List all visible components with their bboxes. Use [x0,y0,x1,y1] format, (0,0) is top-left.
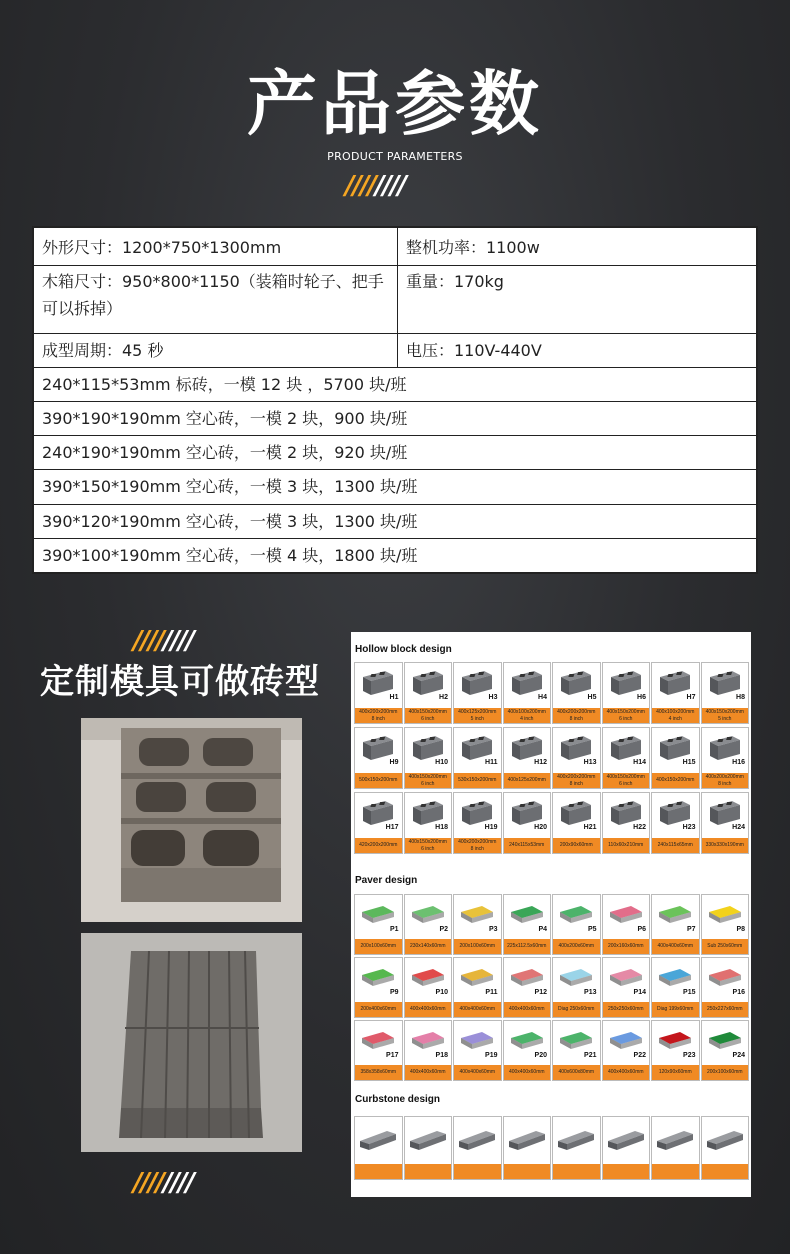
mold-shape-icon [654,1125,696,1153]
spec-output-row: 390*150*190mm 空心砖，一模 3 块，1300 块/班 [42,477,418,496]
mold-dimension [405,1164,452,1179]
mold-tile [651,727,700,789]
mold-shape-icon [409,1026,447,1054]
mold-dimension: 400x150x200mm 6 inch [603,708,650,723]
slash-divider: //////// [345,171,405,201]
mold-tile [453,1020,502,1081]
mold-dimension: 400x150x200mm 5 inch [702,708,749,723]
mold-shape-icon [555,1125,597,1153]
mold-code: H22 [633,824,646,831]
mold-shape-icon [508,732,546,762]
mold-tile [552,1020,601,1081]
mold-dimension: 400x150x200mm 6 inch [405,708,452,723]
spec-row [34,402,756,436]
mold-dimension: 400x150x200mm 6 inch [405,838,452,853]
mold-tile [354,957,403,1018]
mold-dimension: 400x200x200mm 8 inch [553,708,600,723]
mold-tile [651,792,700,854]
mold-tile [503,894,552,955]
mold-catalog [351,632,751,1197]
mold-dimension: 250x227x60mm [702,1002,749,1017]
mold-code: H24 [732,824,745,831]
mold-shape-icon [656,1026,694,1054]
spec-row [34,505,756,539]
mold-code: P22 [633,1052,646,1059]
mold-code: H10 [435,759,448,766]
mold-dimension: 230x140x60mm [405,939,452,954]
mold-dimension: 200x100x60mm [355,939,402,954]
mold-tile [503,1116,552,1180]
mold-code: H19 [484,824,498,831]
mold-code: P14 [633,989,646,996]
spec-row [34,539,756,574]
mold-shape-icon [409,797,447,827]
mold-shape-icon [357,1125,399,1153]
mold-tile [602,1020,651,1081]
mold-dimension: 420x200x200mm [355,838,402,853]
mold-shape-icon [704,1125,746,1153]
spec-cell-cycle: 成型周期：45 秒 [34,334,398,367]
spec-row [34,266,756,334]
mold-shape-icon [557,797,595,827]
mold-dimension [454,1164,501,1179]
mold-tile [503,662,552,724]
mold-tile [404,662,453,724]
mold-code: H4 [538,694,547,701]
mold-shape-icon [656,667,694,697]
mold-shape-icon [557,900,595,928]
spec-row [34,228,756,266]
mold-dimension: 200x100x60mm [702,1065,749,1080]
hollow-block-photo [81,718,302,922]
mold-shape-icon [409,667,447,697]
mold-code: H15 [682,759,696,766]
mold-dimension [504,1164,551,1179]
mold-shape-icon [409,963,447,991]
mold-code: H21 [583,824,597,831]
mold-dimension: 200x400x60mm [355,1002,402,1017]
mold-shape-icon [409,900,447,928]
page-subtitle: PRODUCT PARAMETERS [327,150,463,163]
mold-code: P4 [538,926,547,933]
mold-dimension [553,1164,600,1179]
mold-code: H20 [534,824,547,831]
mold-dimension: Diag 250x60mm [553,1002,600,1017]
mold-code: P10 [435,989,448,996]
mold-code: H1 [389,694,399,701]
mold-tile [602,957,651,1018]
mold-shape-icon [656,900,694,928]
mold-dimension: 120x90x60mm [652,1065,699,1080]
mold-tile [701,662,750,724]
mold-shape-icon [458,900,496,928]
mold-code: P2 [439,926,448,933]
mold-shape-icon [508,900,546,928]
mold-dimension: 400x400x60mm [405,1065,452,1080]
mold-shape-icon [557,667,595,697]
curbstone-grid [354,1116,749,1180]
mold-code: H18 [435,824,448,831]
mold-tile [701,792,750,854]
mold-tile [602,1116,651,1180]
mold-code: H7 [686,694,696,701]
mold-dimension: 200x160x60mm [603,939,650,954]
mold-shape-icon [607,797,645,827]
mold-shape-icon [656,797,694,827]
mold-code: H12 [534,759,547,766]
spec-cell-voltage: 电压：110V-440V [406,341,542,360]
mold-shape-icon [706,732,744,762]
mold-code: H8 [736,694,745,701]
mold-code: P19 [485,1052,498,1059]
mold-tile [602,792,651,854]
mold-shape-icon [557,732,595,762]
mold-tile [503,1020,552,1081]
mold-shape-icon [508,1026,546,1054]
mold-code: H3 [488,694,498,701]
mold-shape-icon [607,900,645,928]
spec-row [34,368,756,402]
mold-dimension [355,1164,402,1179]
mold-shape-icon [506,1125,548,1153]
mold-tile [602,662,651,724]
mold-tile [552,662,601,724]
mold-shape-icon [508,963,546,991]
mold-shape-icon [359,732,397,762]
mold-dimension: 400x600x80mm [553,1065,600,1080]
mold-tile [404,1116,453,1180]
mold-code: P6 [637,926,646,933]
mold-tile [453,662,502,724]
mold-code: P5 [587,926,597,933]
mold-tile [701,1116,750,1180]
mold-tile [651,662,700,724]
mold-dimension: 400x200x200mm 8 inch [553,773,600,788]
mold-dimension: 200x100x60mm [454,939,501,954]
mold-dimension: 250x250x60mm [603,1002,650,1017]
mold-shape-icon [458,732,496,762]
mold-tile [404,792,453,854]
mold-code: H16 [732,759,745,766]
mold-dimension [652,1164,699,1179]
mold-tile [354,727,403,789]
mold-tile [651,894,700,955]
mold-shape-icon [359,1026,397,1054]
mold-tile [354,1020,403,1081]
mold-dimension: 225x112.5x60mm [504,939,551,954]
mold-shape-icon [456,1125,498,1153]
mold-tile [404,957,453,1018]
mold-code: P3 [488,926,498,933]
mold-code: P24 [732,1052,745,1059]
mold-tile [602,894,651,955]
solid-brick-photo [81,933,302,1152]
mold-code: P21 [584,1052,597,1059]
mold-tile [602,727,651,789]
mold-shape-icon [359,900,397,928]
mold-code: P20 [534,1052,547,1059]
mold-tile [651,957,700,1018]
mold-code: H2 [439,694,448,701]
mold-tile [453,1116,502,1180]
mold-dimension: 400x200x200mm 8 inch [355,708,402,723]
mold-tile [354,662,403,724]
mold-shape-icon [458,797,496,827]
mold-code: H6 [637,694,646,701]
custom-mold-title: 定制模具可做砖型 [40,662,320,702]
mold-shape-icon [605,1125,647,1153]
mold-dimension: 358x358x60mm [355,1065,402,1080]
mold-tile [701,957,750,1018]
mold-dimension [603,1164,650,1179]
paver-design-heading: Paver design [355,875,418,886]
mold-tile [404,727,453,789]
mold-shape-icon [607,963,645,991]
mold-tile [404,1020,453,1081]
mold-tile [552,894,601,955]
mold-shape-icon [656,963,694,991]
mold-shape-icon [359,963,397,991]
slash-divider: //////// [133,626,193,656]
spec-output-row: 240*190*190mm 空心砖，一模 2 块，920 块/班 [42,443,408,462]
mold-shape-icon [706,797,744,827]
mold-dimension: 400x150x200mm 6 inch [405,773,452,788]
mold-shape-icon [557,1026,595,1054]
mold-code: H17 [385,824,399,831]
mold-code: H14 [633,759,646,766]
mold-shape-icon [359,667,397,697]
spec-row [34,470,756,505]
spec-output-row: 240*115*53mm 标砖，一模 12 块 ，5700 块/班 [42,375,407,394]
mold-shape-icon [458,667,496,697]
mold-code: P7 [686,926,696,933]
mold-tile [503,957,552,1018]
mold-code: P23 [683,1052,696,1059]
mold-shape-icon [458,1026,496,1054]
mold-dimension: 400x400x60mm [504,1002,551,1017]
mold-code: P15 [683,989,696,996]
mold-shape-icon [407,1125,449,1153]
mold-dimension: 400x400x60mm [603,1065,650,1080]
mold-tile [552,792,601,854]
mold-shape-icon [706,900,744,928]
mold-shape-icon [508,667,546,697]
mold-tile [453,792,502,854]
spec-row [34,436,756,470]
spec-output-row: 390*100*190mm 空心砖，一模 4 块，1800 块/班 [42,546,418,565]
spec-table [32,226,758,574]
mold-shape-icon [607,732,645,762]
spec-cell-dimensions: 外形尺寸：1200*750*1300mm [34,228,398,265]
mold-dimension: 400x100x200mm 4 inch [652,708,699,723]
mold-dimension: 200x90x60mm [553,838,600,853]
mold-tile [453,957,502,1018]
mold-tile [404,894,453,955]
spec-cell-crate: 木箱尺寸：950*800*1150（装箱时轮子、把手可以拆掉） [34,266,398,333]
mold-tile [354,792,403,854]
mold-tile [701,894,750,955]
mold-code: P11 [485,989,498,996]
mold-tile [453,894,502,955]
mold-tile [552,727,601,789]
mold-dimension: 530x150x200mm [454,773,501,788]
mold-shape-icon [706,963,744,991]
mold-dimension [702,1164,749,1179]
mold-shape-icon [607,1026,645,1054]
mold-dimension: 400x125x200mm [504,773,551,788]
mold-tile [354,1116,403,1180]
mold-dimension: 240x115x65mm [652,838,699,853]
mold-tile [503,727,552,789]
mold-tile [453,727,502,789]
mold-dimension: 400x400x60mm [454,1065,501,1080]
hollow-block-grid [354,662,749,854]
mold-dimension: 110x60x210mm [603,838,650,853]
mold-dimension: 330x330x190mm [702,838,749,853]
mold-code: H5 [587,694,597,701]
mold-shape-icon [557,963,595,991]
mold-dimension: 400x400x60mm [504,1065,551,1080]
spec-output-row: 390*120*190mm 空心砖，一模 3 块，1300 块/班 [42,512,418,531]
spec-row [34,334,756,368]
mold-shape-icon [656,732,694,762]
paver-grid [354,894,749,1081]
mold-tile [354,894,403,955]
mold-shape-icon [508,797,546,827]
mold-dimension: 400x200x200mm 8 inch [702,773,749,788]
mold-shape-icon [359,797,397,827]
hollow-design-heading: Hollow block design [355,644,452,655]
mold-dimension: 400x150x200mm [652,773,699,788]
mold-dimension: 400x100x200mm 4 inch [504,708,551,723]
mold-shape-icon [607,667,645,697]
mold-code: P12 [534,989,547,996]
mold-dimension: 400x400x60mm [454,1002,501,1017]
mold-tile [552,1116,601,1180]
mold-code: H11 [485,759,498,766]
spec-cell-weight: 重量：170kg [406,272,504,291]
mold-shape-icon [706,1026,744,1054]
mold-tile [503,792,552,854]
mold-shape-icon [458,963,496,991]
mold-dimension: 400x150x200mm 6 inch [603,773,650,788]
mold-code: P8 [736,926,745,933]
mold-tile [651,1116,700,1180]
mold-dimension: 240x115x53mm [504,838,551,853]
mold-dimension: 400x200x200mm 8 inch [454,838,501,853]
mold-dimension: 400x400x60mm [405,1002,452,1017]
mold-tile [701,1020,750,1081]
mold-code: P17 [386,1052,399,1059]
mold-code: P16 [732,989,745,996]
mold-code: H23 [682,824,696,831]
mold-dimension: 400x125x200mm 5 inch [454,708,501,723]
mold-tile [701,727,750,789]
mold-code: H13 [583,759,597,766]
mold-code: P13 [584,989,597,996]
mold-shape-icon [409,732,447,762]
mold-code: H9 [389,759,399,766]
mold-tile [552,957,601,1018]
mold-code: P18 [435,1052,448,1059]
mold-dimension: 400x200x60mm [553,939,600,954]
mold-dimension: Sub 250x60mm [702,939,749,954]
spec-cell-power: 整机功率：1100w [406,238,540,257]
mold-dimension: Diag 199x60mm [652,1002,699,1017]
curbstone-design-heading: Curbstone design [355,1094,441,1105]
spec-output-row: 390*190*190mm 空心砖，一模 2 块，900 块/班 [42,409,408,428]
mold-code: P1 [389,926,399,933]
page-title: 产品参数 [247,63,543,145]
mold-tile [651,1020,700,1081]
mold-dimension: 500x150x200mm [355,773,402,788]
slash-divider: //////// [133,1168,193,1198]
mold-shape-icon [706,667,744,697]
mold-dimension: 400x400x60mm [652,939,699,954]
mold-code: P9 [389,989,399,996]
